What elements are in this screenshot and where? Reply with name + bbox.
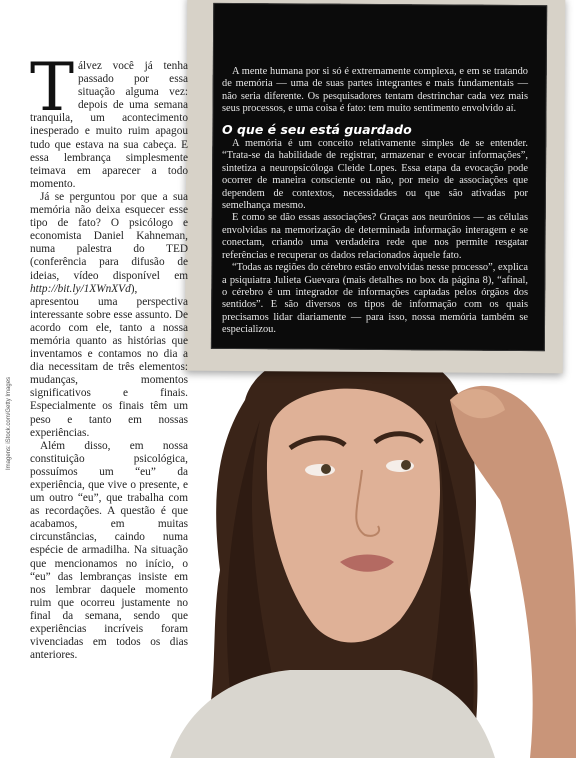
box-paragraph: A memória é um conceito relativamente simples de se entender. “Trata-se da habilidade de registrar, armazenar e evocar informações”, sintetiza a neuropsicóloga Cleide Lopes. Essa etapa da evocação pode ocorrer de maneira consciente ou não, por meio de associações que dependem de contextos, necessidades ou que são ativadas por semelhança mesmo. <box>222 138 528 212</box>
article-text: ), apresentou uma perspectiva interessante sobre esse assunto. De acordo com ele, tanto a nossa memória quanto as histórias que inventamos e contamos no dia a dia necessitam de três elementos: mudanças, momentos significativos e finais. Especialmente os finais têm um peso e tanto em nossas experiências. <box>30 282 188 439</box>
box-intro: A mente humana por si só é extremamente complexa, e em se tratando de memória — uma de suas partes integrantes e mais fundamentais — não seria diferente. Os pesquisadores tentam destrinchar cada vez mais seus processos, e uma coisa é fato: tem muito sentimento envolvido aí. <box>222 66 528 115</box>
article-paragraph <box>30 191 188 440</box>
article-text: Já se perguntou por que a sua memória não deixa esquecer esse tipo de fato? O psicólogo e economista Daniel Kahneman, numa palestra do TED (conferência para difusão de ideias, vídeo disponível em <box>30 190 188 282</box>
drop-cap: T <box>30 49 75 126</box>
image-credit: Imagens: iStock.com/Getty Images <box>6 376 12 470</box>
video-link[interactable]: http://bit.ly/1XWnXVd <box>30 282 131 295</box>
memory-box <box>222 66 528 337</box>
article-paragraph <box>30 49 188 191</box>
article-paragraph: Além disso, em nossa constituição psicológica, possuímos um “eu” da experiência, que vive o presente, e um outro “eu”, que trabalha com as recordações. A questão é que acabamos, em muitas circunstâncias, caindo numa espécie de armadilha. Na situação que mencionamos no início, o “eu” das lembranças insiste em nos lembrar daquele momento ruim que ocorreu justamente no final da semana, sendo que experiências incríveis foram vivenciadas em todos os dias anteriores. <box>30 439 188 662</box>
box-paragraph: “Todas as regiões do cérebro estão envolvidas nesse processo”, explica a psiquiatra Julieta Guevara (mais detalhes no box da página 8), “afinal, o cérebro é um integrador de informações captadas pelos órgãos dos sentidos”. E são diversos os tipos de informação com os quais precisamos lidar diariamente — para isso, nossa memória também se especializou. <box>222 262 528 336</box>
box-heading: O que é seu está guardado <box>222 121 412 137</box>
woman-thinking-photo <box>150 330 576 758</box>
article-text: álvez você já tenha passado por essa situação alguma vez: depois de uma semana tranquila, um acontecimento inesperado e muito ruim apagou tudo que estava na sua cabeça. E essa lembrança simplesmente teimava em aparecer a todo momento. <box>30 60 188 190</box>
article-column <box>30 49 188 662</box>
box-paragraph: E como se dão essas associações? Graças aos neurônios — as células envolvidas na memorização de determinada informação interagem e se conectam, criando uma verdadeira rede que nos permite resgatar referências e recuperar os dados relacionados àquele fato. <box>222 212 528 261</box>
